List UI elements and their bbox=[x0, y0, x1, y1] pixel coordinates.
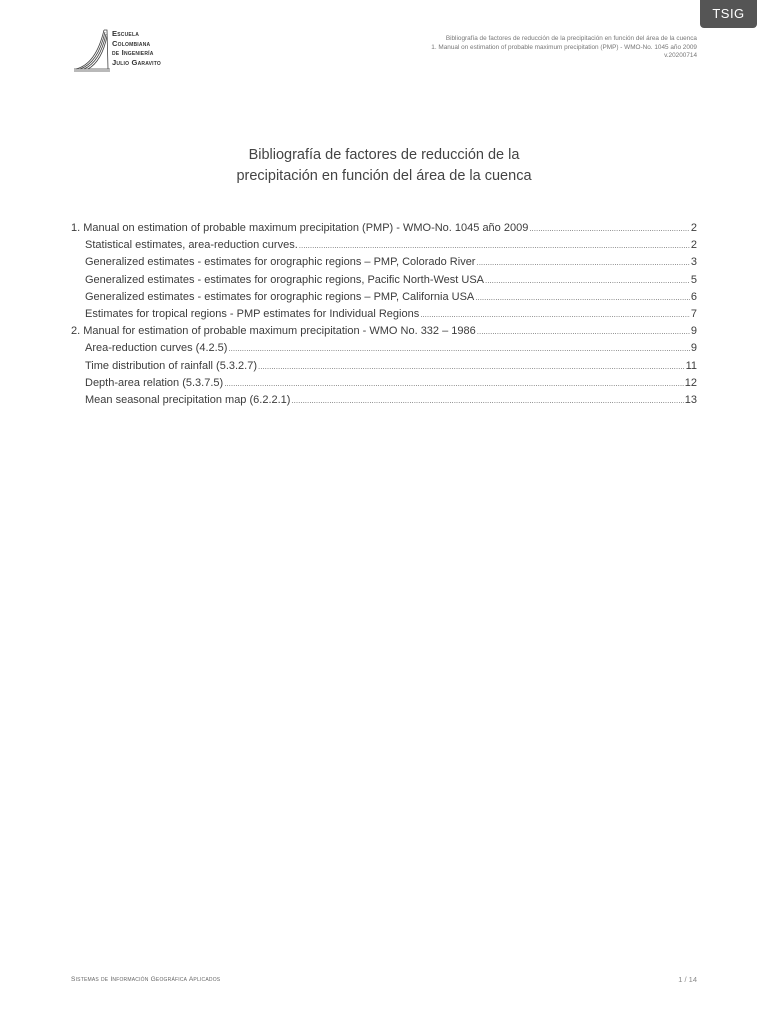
toc-page-number: 5 bbox=[690, 273, 697, 286]
toc-entry-text: 1. Manual on estimation of probable maximum precipitation (PMP) - WMO-No. 1045 año 2009 bbox=[71, 222, 529, 234]
table-of-contents bbox=[71, 220, 697, 409]
toc-page-number: 7 bbox=[690, 308, 697, 321]
logo-line-2: Colombiana bbox=[112, 38, 151, 48]
toc-leader bbox=[291, 392, 683, 409]
toc-entry-1-1[interactable] bbox=[71, 237, 697, 254]
logo-wordmark bbox=[112, 29, 161, 67]
toc-leader bbox=[529, 220, 690, 237]
logo-line-1: Escuela bbox=[112, 29, 140, 38]
toc-entry-1-5[interactable] bbox=[71, 306, 697, 323]
toc-page-number: 9 bbox=[690, 325, 697, 338]
toc-page-number: 2 bbox=[690, 222, 697, 234]
header-line-1: Bibliografía de factores de reducción de la precipitación en función del área de la cuenca bbox=[445, 35, 697, 42]
running-header bbox=[431, 35, 697, 61]
footer-page-number: 1 / 14 bbox=[678, 975, 697, 984]
toc-leader bbox=[477, 323, 690, 340]
toc-entry-1-2[interactable] bbox=[71, 254, 697, 271]
logo-line-4: Julio Garavito bbox=[112, 57, 162, 67]
logo-line-3: de Ingeniería bbox=[112, 48, 154, 58]
toc-entry-text: Generalized estimates - estimates for orographic regions – PMP, California USA bbox=[85, 290, 475, 303]
toc-entry-text: Area-reduction curves (4.2.5) bbox=[85, 342, 228, 355]
toc-entry-text: Mean seasonal precipitation map (6.2.2.1) bbox=[85, 394, 291, 407]
toc-page-number: 11 bbox=[685, 359, 697, 372]
toc-page-number: 2 bbox=[690, 239, 697, 252]
toc-entry-text: Generalized estimates - estimates for orographic regions – PMP, Colorado River bbox=[85, 256, 476, 269]
toc-entry-1-3[interactable] bbox=[71, 272, 697, 289]
toc-leader bbox=[475, 289, 690, 306]
toc-page-number: 12 bbox=[684, 376, 697, 389]
toc-leader bbox=[299, 237, 690, 254]
toc-entry-2-1[interactable] bbox=[71, 340, 697, 357]
document-title bbox=[0, 145, 768, 187]
toc-entry-text: Generalized estimates - estimates for orographic regions, Pacific North-West USA bbox=[85, 273, 485, 286]
toc-entry-2-3[interactable] bbox=[71, 375, 697, 392]
title-line-1: Bibliografía de factores de reducción de la bbox=[248, 147, 520, 163]
toc-leader bbox=[258, 358, 685, 375]
toc-page-number: 9 bbox=[690, 342, 697, 355]
toc-entry-2-2[interactable] bbox=[71, 358, 697, 375]
toc-page-number: 3 bbox=[690, 256, 697, 269]
toc-entry-text: Statistical estimates, area-reduction curves. bbox=[85, 239, 298, 252]
toc-entry-text: Estimates for tropical regions - PMP estimates for Individual Regions bbox=[85, 308, 420, 321]
header-version: v.20200714 bbox=[664, 52, 697, 60]
toc-leader bbox=[476, 254, 689, 271]
toc-entry-text: Time distribution of rainfall (5.3.2.7) bbox=[85, 359, 257, 372]
toc-leader bbox=[420, 306, 690, 323]
toc-entry-text: Depth-area relation (5.3.7.5) bbox=[85, 376, 224, 389]
toc-entry-1[interactable] bbox=[71, 220, 697, 237]
toc-entry-2[interactable] bbox=[71, 323, 697, 340]
institution-logo bbox=[74, 28, 214, 72]
footer-course-name: Sistemas de Información Geográfica Aplicados bbox=[71, 976, 221, 983]
toc-leader bbox=[228, 340, 689, 357]
header-line-2: 1. Manual on estimation of probable maximum precipitation (PMP) - WMO-No. 1045 año 2009 bbox=[431, 43, 697, 51]
toc-page-number: 13 bbox=[684, 394, 697, 407]
title-line-2: precipitación en función del área de la cuenca bbox=[236, 168, 532, 184]
toc-leader bbox=[485, 272, 690, 289]
toc-leader bbox=[224, 375, 684, 392]
toc-entry-2-4[interactable] bbox=[71, 392, 697, 409]
toc-entry-1-4[interactable] bbox=[71, 289, 697, 306]
toc-entry-text: 2. Manual for estimation of probable maximum precipitation - WMO No. 332 – 1986 bbox=[71, 325, 476, 338]
tower-logo-icon bbox=[74, 28, 110, 72]
toc-page-number: 6 bbox=[690, 290, 697, 303]
tsig-tab[interactable]: TSIG bbox=[700, 0, 757, 28]
